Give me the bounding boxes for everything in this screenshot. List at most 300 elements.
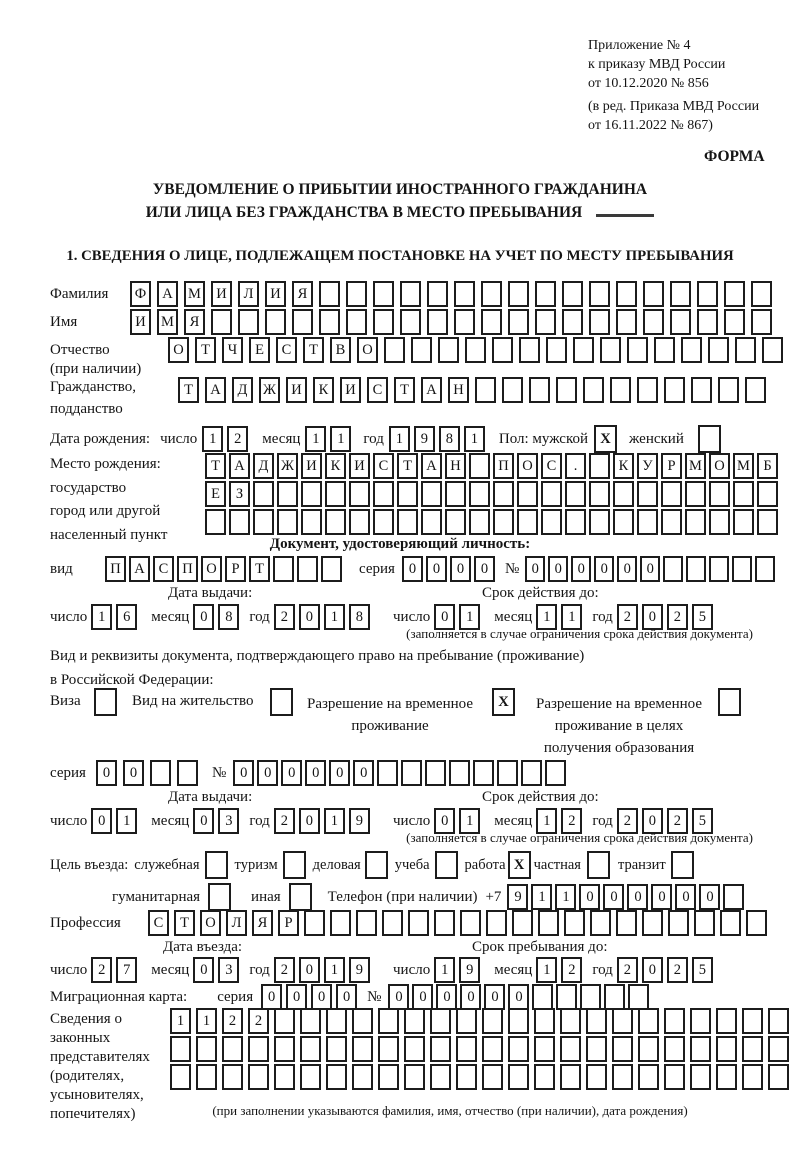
char-cell: Т [178,377,199,403]
year-label: год [249,961,270,978]
char-cell [274,1036,295,1062]
char-cell: 0 [627,884,648,910]
residence-number-label: № [211,764,227,781]
migration-card-row [50,984,652,1010]
char-cell [469,453,490,479]
char-cell: 0 [474,556,495,582]
purpose-private-checkbox [587,851,610,879]
char-cell [751,309,772,335]
char-cell: 9 [459,957,480,983]
char-cell [589,481,610,507]
education-residence-label [530,693,708,759]
char-cell [735,337,756,363]
char-cell: Т [205,453,226,479]
char-cell: И [265,281,286,307]
char-cell [664,1064,685,1090]
char-cell [733,509,754,535]
char-cell [508,309,529,335]
char-cell [270,688,293,716]
char-cell [534,1036,555,1062]
char-cell: П [105,556,126,582]
char-cell [378,1008,399,1034]
residence-permit-label: Вид на жительство [132,693,254,709]
char-cell [482,1064,503,1090]
char-cell: 2 [91,957,112,983]
education-residence-line: проживание в целях [554,718,684,734]
char-cell [177,760,198,786]
migration-card-label: Миграционная карта: [50,988,188,1005]
char-cell: О [709,453,730,479]
char-cell [404,1064,425,1090]
char-cell: 3 [218,808,239,834]
char-cell [627,337,648,363]
char-cell: У [637,453,658,479]
char-cell: О [517,453,538,479]
char-cell [529,377,550,403]
year-label: год [592,812,613,829]
char-cell: Я [184,309,205,335]
appendix-line: Приложение № 4 [588,38,691,53]
char-cell: 2 [561,957,582,983]
birth-place-row3 [205,509,781,535]
char-cell: 9 [349,957,370,983]
name-label: Имя [50,313,78,330]
birth-place-label: государство [50,479,127,496]
char-cell [404,1008,425,1034]
citizenship-label2: подданство [50,401,123,417]
year-label: год [592,608,613,625]
char-cell: 1 [459,808,480,834]
patronymic-row [50,337,789,363]
char-cell [301,481,322,507]
char-cell: 0 [525,556,545,582]
appendix-line: к приказу МВД России [588,57,726,72]
char-cell [716,1036,737,1062]
char-cell [283,851,306,879]
char-cell: 0 [353,760,374,786]
char-cell [430,1036,451,1062]
char-cell [708,337,729,363]
char-cell [211,309,232,335]
char-cell [289,883,312,911]
char-cell: X [492,688,515,716]
char-cell: 0 [436,984,457,1010]
char-cell: С [541,453,562,479]
birth-place-row1 [205,453,781,479]
char-cell [456,1008,477,1034]
char-cell: 1 [536,957,557,983]
char-cell [562,281,583,307]
char-cell: 1 [324,604,345,630]
purpose-study-checkbox [435,851,458,879]
representatives-row1 [170,1008,794,1034]
profession-label: Профессия [50,914,121,931]
patronymic-label: Отчество [50,341,110,358]
char-cell: 0 [193,957,214,983]
citizenship-cells [178,377,772,403]
birth-place-label: город или другой [50,503,161,519]
char-cell: Е [205,481,226,507]
char-cell [377,760,398,786]
char-cell [612,1064,633,1090]
doc-series-cells [402,556,498,582]
char-cell [273,556,294,582]
purpose-work-label: работа [464,856,506,873]
char-cell [319,309,340,335]
temporary-residence-checkbox [492,688,515,716]
residence-validity-note: (заполняется в случае ограничения срока действия документа) [406,830,753,845]
char-cell [534,1064,555,1090]
char-cell: И [211,281,232,307]
char-cell: 0 [508,984,529,1010]
purpose-other-label: иная [251,888,281,905]
phone-prefix: +7 [485,888,502,905]
char-cell: 0 [603,884,624,910]
char-cell: 0 [675,884,696,910]
char-cell: И [340,377,361,403]
char-cell: Л [238,281,259,307]
char-cell [541,481,562,507]
char-cell: 2 [222,1008,243,1034]
char-cell: С [373,453,394,479]
char-cell: 0 [91,808,112,834]
char-cell [560,1036,581,1062]
char-cell [469,509,490,535]
appendix-header [588,36,759,135]
char-cell: 1 [434,957,455,983]
char-cell: И [130,309,151,335]
char-cell [400,281,421,307]
char-cell [208,883,231,911]
char-cell: Я [252,910,273,936]
char-cell: 1 [305,426,326,452]
doc-series-label: серия [359,560,395,577]
char-cell [589,509,610,535]
char-cell [564,910,585,936]
char-cell [586,1064,607,1090]
char-cell: 1 [330,426,351,452]
char-cell [661,509,682,535]
char-cell [427,309,448,335]
char-cell: М [157,309,178,335]
entry-date-label: Дата въезда: [163,939,243,955]
purpose-row-2 [112,883,747,911]
char-cell: Д [232,377,253,403]
char-cell [481,309,502,335]
char-cell: 1 [459,604,480,630]
char-cell: 6 [116,604,137,630]
name-cells [130,309,778,335]
char-cell [698,425,721,453]
char-cell [475,377,496,403]
char-cell [373,481,394,507]
char-cell: Ч [222,337,243,363]
char-cell: 0 [426,556,447,582]
char-cell [664,1008,685,1034]
char-cell [238,309,259,335]
char-cell: З [229,481,250,507]
char-cell: 0 [261,984,282,1010]
char-cell [352,1064,373,1090]
char-cell [768,1036,789,1062]
char-cell: 0 [548,556,568,582]
char-cell [300,1036,321,1062]
char-cell [330,910,351,936]
char-cell [454,281,475,307]
char-cell: 0 [336,984,357,1010]
char-cell: 1 [555,884,576,910]
char-cell [356,910,377,936]
char-cell [421,481,442,507]
char-cell: Е [249,337,270,363]
citizenship-label1: Гражданство, [50,379,137,395]
char-cell [304,910,325,936]
char-cell [610,377,631,403]
day-label: число [50,608,88,625]
char-cell: X [594,425,617,453]
purpose-study-label: учеба [394,856,430,873]
stay-day [434,957,484,983]
char-cell: И [349,453,370,479]
char-cell [229,509,250,535]
char-cell: Т [397,453,418,479]
char-cell [292,309,313,335]
char-cell [642,910,663,936]
phone-label: Телефон (при наличии) [327,888,478,905]
char-cell: О [201,556,222,582]
blank-underline [596,214,654,217]
char-cell: 0 [699,884,720,910]
char-cell [430,1064,451,1090]
char-cell: 2 [617,604,638,630]
char-cell [716,1064,737,1090]
char-cell [546,337,567,363]
char-cell [742,1036,763,1062]
char-cell [733,481,754,507]
char-cell [690,1008,711,1034]
migration-series-label: серия [217,988,254,1005]
char-cell: И [286,377,307,403]
char-cell: А [205,377,226,403]
char-cell [732,556,752,582]
char-cell [654,337,675,363]
education-residence-line: получения образования [543,740,695,756]
char-cell [346,309,367,335]
char-cell [690,1036,711,1062]
edition-line: (в ред. Приказа МВД России [588,99,760,114]
char-cell: С [148,910,169,936]
month-label: месяц [494,961,533,978]
char-cell [556,377,577,403]
char-cell [438,337,459,363]
char-cell [586,1008,607,1034]
residence-series-row [50,760,569,786]
char-cell: 1 [196,1008,217,1034]
purpose-commercial-label: деловая [312,856,361,873]
char-cell [274,1008,295,1034]
birth-date-label: Дата рождения: [50,430,151,447]
char-cell: А [229,453,250,479]
char-cell: 2 [227,426,248,452]
char-cell [573,337,594,363]
char-cell [205,851,228,879]
char-cell [469,481,490,507]
patronymic-cells [168,337,789,363]
char-cell [589,281,610,307]
day-label: число [160,430,198,447]
char-cell: 2 [617,808,638,834]
char-cell: Н [445,453,466,479]
page-title-line2-text: ИЛИ ЛИЦА БЕЗ ГРАЖДАНСТВА В МЕСТО ПРЕБЫВАНИЯ [145,204,583,221]
char-cell: 0 [434,808,455,834]
representatives-label-line: попечителях) [50,1106,136,1122]
char-cell: 0 [311,984,332,1010]
char-cell [686,556,706,582]
section1-heading: 1. СВЕДЕНИЯ О ЛИЦЕ, ПОДЛЕЖАЩЕМ ПОСТАНОВКЕ НА УЧЕТ ПО МЕСТУ ПРЕБЫВАНИЯ [66,248,734,264]
char-cell [716,1008,737,1034]
char-cell: 9 [349,808,370,834]
representatives-note: (при заполнении указываются фамилия, имя, отчество (при наличии), дата рождения) [212,1103,688,1118]
char-cell [378,1036,399,1062]
char-cell [541,509,562,535]
char-cell [724,281,745,307]
char-cell [434,910,455,936]
char-cell [508,1064,529,1090]
purpose-transit-checkbox [671,851,694,879]
birth-year-cells [389,426,489,452]
day-label: число [393,812,431,829]
char-cell [493,509,514,535]
char-cell [456,1064,477,1090]
char-cell [326,1036,347,1062]
char-cell [545,760,566,786]
char-cell [445,481,466,507]
char-cell: 8 [218,604,239,630]
char-cell [196,1036,217,1062]
residence-permit-checkbox [270,688,293,716]
char-cell [397,509,418,535]
char-cell [349,481,370,507]
sex-female-checkbox [698,425,721,453]
char-cell [685,509,706,535]
char-cell [508,281,529,307]
entry-date-row [50,957,374,983]
char-cell [534,1008,555,1034]
char-cell: 2 [667,808,688,834]
sex-female-label: женский [629,430,684,447]
char-cell: 0 [402,556,423,582]
char-cell [319,281,340,307]
char-cell [222,1036,243,1062]
char-cell: И [301,453,322,479]
profession-row [50,910,772,936]
purpose-business-label: служебная [134,856,200,873]
temporary-residence-label [300,693,480,737]
residence-issue-date [50,808,374,834]
char-cell: О [357,337,378,363]
char-cell: 2 [274,808,295,834]
char-cell: 0 [299,957,320,983]
char-cell: 5 [692,957,713,983]
char-cell [408,910,429,936]
char-cell: 1 [91,604,112,630]
stay-until-label: Срок пребывания до: [472,939,608,955]
char-cell: 0 [450,556,471,582]
char-cell [718,377,739,403]
profession-cells [148,910,772,936]
char-cell: 1 [536,808,557,834]
char-cell [685,481,706,507]
char-cell [637,377,658,403]
identity-doc-row [50,556,778,582]
char-cell [421,509,442,535]
char-cell [643,281,664,307]
char-cell [349,509,370,535]
char-cell: 1 [324,808,345,834]
char-cell [638,1036,659,1062]
residence-valid-label: Срок действия до: [482,789,599,805]
char-cell: 0 [96,760,117,786]
purpose-humanitarian-label: гуманитарная [112,888,201,905]
char-cell: 0 [123,760,144,786]
char-cell [326,1008,347,1034]
surname-row [50,281,778,307]
char-cell [456,1036,477,1062]
char-cell [742,1008,763,1034]
char-cell: 0 [571,556,591,582]
char-cell: 0 [257,760,278,786]
identity-valid-label: Срок действия до: [482,585,599,601]
char-cell: Д [253,453,274,479]
char-cell: 0 [640,556,660,582]
representatives-label-line: усыновителях, [50,1087,144,1103]
char-cell: 0 [286,984,307,1010]
residence-intro-2: в Российской Федерации: [50,672,214,688]
char-cell: М [733,453,754,479]
char-cell [373,281,394,307]
birth-place-labels [50,453,167,547]
char-cell: 0 [412,984,433,1010]
char-cell: 1 [561,604,582,630]
char-cell [616,281,637,307]
char-cell: 7 [116,957,137,983]
char-cell [612,1008,633,1034]
residence-issue-month [193,808,243,834]
migration-number-cells [388,984,652,1010]
char-cell: Н [448,377,469,403]
char-cell: 1 [531,884,552,910]
char-cell: 2 [561,808,582,834]
birth-month-cells [305,426,355,452]
purpose-commercial-checkbox [365,851,388,879]
year-label: год [592,961,613,978]
char-cell: 0 [193,808,214,834]
char-cell: 0 [329,760,350,786]
char-cell [532,984,553,1010]
char-cell: М [184,281,205,307]
birth-date-row [50,425,721,453]
char-cell [300,1008,321,1034]
purpose-private-label: частная [533,856,581,873]
char-cell [481,281,502,307]
representatives-label-line: представителях [50,1049,150,1065]
char-cell [691,377,712,403]
char-cell [253,509,274,535]
char-cell [670,281,691,307]
migration-series-cells [261,984,361,1010]
char-cell [562,309,583,335]
char-cell [745,377,766,403]
